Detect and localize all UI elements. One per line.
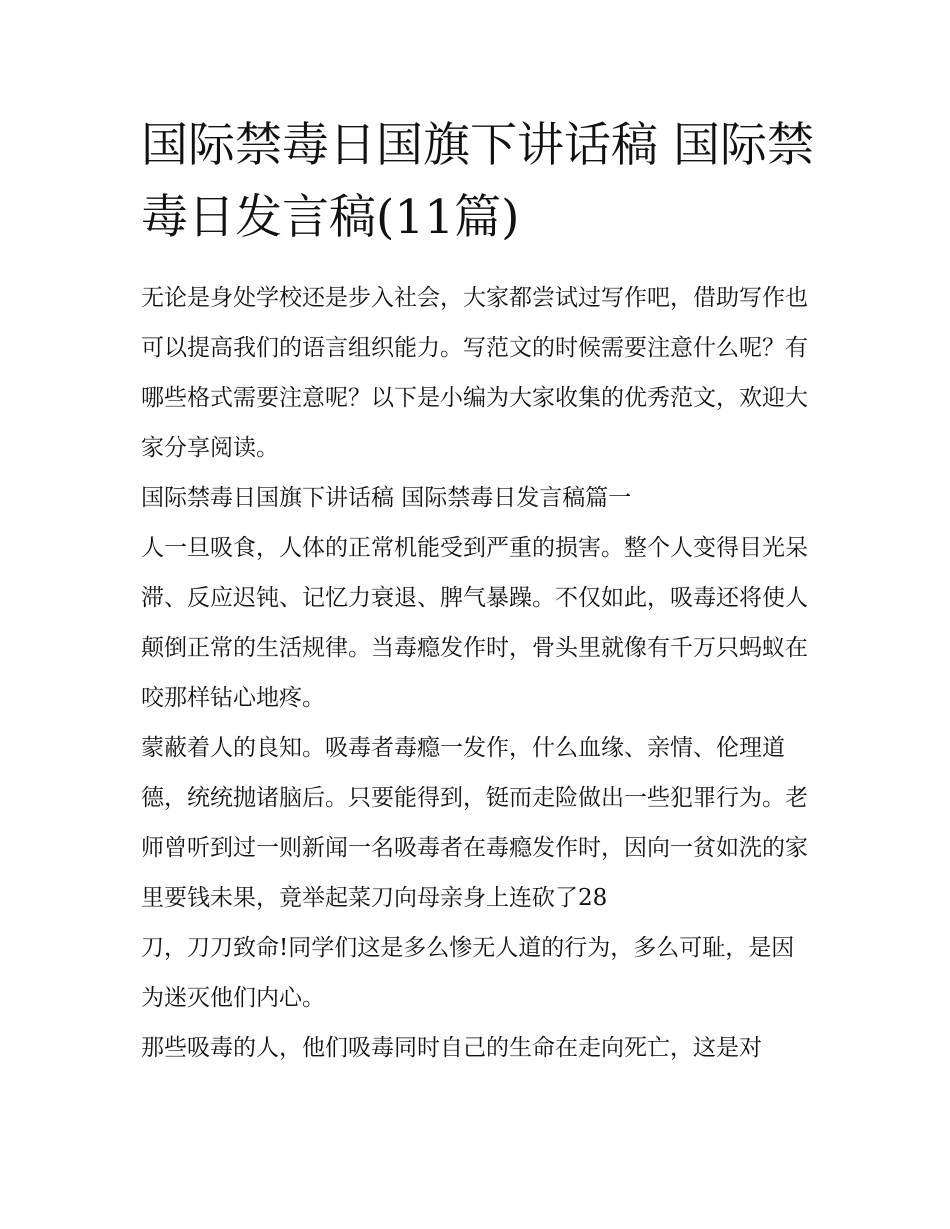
document-title: 国际禁毒日国旗下讲话稿 国际禁毒日发言稿(11篇) <box>141 118 814 245</box>
body-paragraph-1: 人一旦吸食，人体的正常机能受到严重的损害。整个人变得目光呆滞、反应迟钝、记忆力衰退、脾气暴躁。不仅如此，吸毒还将使人颠倒正常的生活规律。当毒瘾发作时，骨头里就像有千万只蚂蚁在咬那样钻心地疼。 <box>141 535 808 711</box>
section-heading: 国际禁毒日国旗下讲话稿 国际禁毒日发言稿篇一 <box>141 485 632 511</box>
body-paragraph-4: 那些吸毒的人，他们吸毒同时自己的生命在走向死亡，这是对 <box>141 1035 762 1061</box>
body-paragraph-2: 蒙蔽着人的良知。吸毒者毒瘾一发作，什么血缘、亲情、伦理道德，统统抛诸脑后。只要能得到，铤而走险做出一些犯罪行为。老师曾听到过一则新闻一名吸毒者在毒瘾发作时，因向一贫如洗的家里要钱未果，竟举起菜刀向母亲身上连砍了28 <box>141 735 808 911</box>
document-body <box>141 273 813 1073</box>
intro-paragraph: 无论是身处学校还是步入社会，大家都尝试过写作吧，借助写作也可以提高我们的语言组织能力。写范文的时候需要注意什么呢？有哪些格式需要注意呢？以下是小编为大家收集的优秀范文，欢迎大家分享阅读。 <box>141 285 808 461</box>
body-paragraph-3: 刀，刀刀致命!同学们这是多么惨无人道的行为，多么可耻，是因为迷灭他们内心。 <box>141 935 795 1011</box>
